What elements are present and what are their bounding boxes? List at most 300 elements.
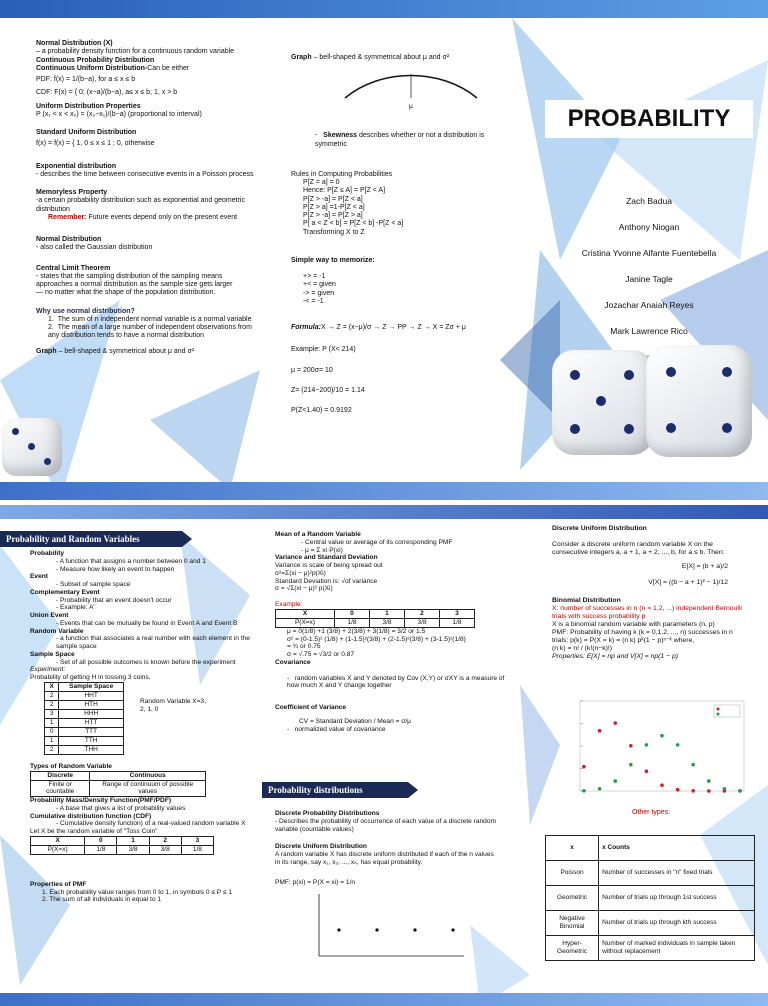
random-variable-note: Random Variable X=3, 2, 1, 0 [140,698,207,713]
uniform-pmf-plot [299,890,469,970]
table-cell: HTT [59,719,124,728]
table-cell: 0 [45,728,59,737]
table-cell: Number of successes in "n" fixed trials [599,861,755,886]
graph-label-col1: Graph [36,347,57,355]
clt-title: Central Limit Theorem [36,264,111,272]
normal-distribution2-desc: - also called the Gaussian distribution [36,244,153,252]
complementary-items [30,597,252,613]
list-item [291,281,511,289]
coin-toss-table [44,682,124,755]
table-cell: HHH [59,710,124,719]
covariance-item-text: random variables X and Y denoted by Cov (X,Y) or σXY is a measure of how much X and Y change together [287,674,505,690]
list-item [30,604,252,612]
table-cell: Number of trials up through 1st success [599,886,755,911]
memoryless-desc: -a certain probability distribution such as exponential and geometric distribution [36,197,245,213]
why-normal-item-2-text: The mean of a large number of independent observations from any distribution tends to have a normal distribution [48,324,252,340]
memorize-title: Simple way to memorize: [291,256,375,264]
chart-point [707,779,711,783]
why-normal-title: Why use normal distribution? [36,307,135,315]
why-normal-item-1: 1. The sum of n independent normal variable is a normal variable [48,315,252,323]
list-item-text: A function that assigns a number between 0 and 1 [59,557,206,565]
list-item [291,204,511,212]
discrete-uniform-desc: A random variable X has discrete uniform distributed if each of the n values in its range, say x₁, x₂, ..., xₙ, has equal probability. [275,851,494,866]
mu-sigma-line: μ = 200σ= 10 [291,366,333,374]
author-name: Anthony Niogan [618,222,680,232]
list-item [30,558,252,566]
table-cell: 2 [45,701,59,710]
front-column-1 [36,40,258,356]
sample-space-term: Sample Space [30,650,75,658]
table-row [546,861,755,886]
table-header-cell: 3 [439,609,474,618]
list-item [30,659,252,667]
table-row [45,728,124,737]
example-line: Example: P (X< 214) [291,346,356,354]
chart-point [629,763,633,767]
binomial-comb: (n k) = n! / (k!(n−k)!) [552,645,613,653]
continuous-distribution-title: Continuous Probability Distribution [36,56,155,64]
random-variable-items [30,635,252,651]
let-line: Let X be the random variable of "Toss Coin" [30,828,158,836]
table-cell: 1/8 [439,618,474,627]
table-cell: HHT [59,692,124,701]
dice-pip [28,443,35,450]
chart-point [660,783,664,787]
back-column-3 [552,525,748,661]
list-item [275,539,505,547]
table-row [45,719,124,728]
list-item [275,628,505,636]
author-name: Janine Tagle [625,274,673,284]
table-cell: 2 [45,746,59,755]
table-cell: HTH [59,701,124,710]
other-types-table [545,835,755,961]
table-cell: Number of trials up through kth success [599,911,755,936]
complementary-term: Complementary Event [30,588,100,596]
table-row [45,692,124,701]
memorize-list [291,273,511,306]
skewness-label: Skewness [323,132,358,140]
table-header-cell: x Counts [599,836,755,861]
table-row [546,911,755,936]
table-row [546,936,755,961]
table-row [276,618,475,627]
list-item [291,187,511,195]
table-cell: 3/8 [117,845,149,854]
list-item [291,298,511,306]
chart-point [645,743,649,747]
clt-desc: - states that the sampling distribution of the sampling means approaches a normal distribution as the sample size gets larger [36,272,233,288]
clt-desc2: — no matter what the shape of the population distribution. [36,289,216,297]
plot-point [337,929,340,932]
chart-point [738,789,742,793]
list-item-text: Probability that an event doesn't occur [60,596,172,604]
table-cell: 3/8 [149,845,181,854]
exponential-title: Exponential distribution [36,162,117,170]
du-expected: E[X] = (b + a)/2 [681,563,728,571]
dice-large-right [646,345,752,457]
list-bullet: - [56,604,61,612]
chart-point [582,765,586,769]
rules-list [291,179,511,237]
list-item-text: P[ a < Z < b] = P[Z < b] -P[Z < a] [303,220,404,228]
table-cell: 1 [45,719,59,728]
list-item-text: Hence: P[Z ≤ A] = P[Z < A] [303,187,386,195]
table-cell: Finite or countable [31,780,90,796]
continuous-uniform-label: Continuous Uniform Distribution- [36,64,148,72]
list-bullet: - [56,565,61,573]
chart-point [613,779,617,783]
list-bullet: - [56,596,61,604]
list-bullet: - [301,538,306,546]
pmf-line: PMF: p(xi) = P(X = xi) = 1/n [275,878,356,886]
toss-coin-pmf-table [30,836,214,855]
table-row [45,737,124,746]
pmf-properties-title: Properties of PMF [30,880,87,888]
uniform-properties-formula: P (x₁ < x < x₂) = (x₂−x₁)/(b−a) (proportional to interval) [36,110,202,118]
table-cell: 3/8 [404,618,439,627]
remember-note [36,214,258,222]
section-header-prob-distributions: Probability distributions [262,782,408,798]
table-cell: 1/8 [85,845,117,854]
union-term: Union Event [30,612,69,620]
list-item [291,196,511,204]
table-cell: Range of continuum of possible values [90,780,206,796]
binomial-x-text: X: number of successes in n (n = 1,2, ...) independent Bernoulli trials with success probability p [552,605,742,621]
example-pmf-table [275,609,475,628]
formula-text: X → Z = (x−μ)/σ → Z → PP → Z → X = Zσ + μ [320,324,466,331]
table-cell: Geometric [546,886,599,911]
author-name: Mark Lawrence Rico [610,326,688,336]
plot-point [375,929,378,932]
standard-uniform-formula: f(x) = f(x) = { 1, 0 ≤ x ≤ 1 ; 0, otherwise [36,140,155,148]
covariance-title: Covariance [275,658,311,666]
author-name: Zach Badua [626,196,672,206]
remember-text: Future events depend only on the present event [86,213,238,221]
list-item-text: Measure how likely an event to happen [60,565,175,573]
cv-title: Coefficient of Variance [275,704,347,712]
standard-uniform-title: Standard Uniform Distribution [36,129,137,136]
list-item [30,566,252,574]
list-item-text: μ = 0(1/8) +1 (3/8) + 2(3/8) + 3(1/8) = 3/2 or 1.5 [287,627,426,635]
skewness-text: describes whether or not a distribution is symmetric [315,132,485,148]
why-normal-item-2: 2. The mean of a large number of independent observations from any distribution tends to have a normal distribution [48,324,252,340]
table-cell: 3/8 [369,618,404,627]
table-cell: P(X=x) [31,845,85,854]
normal-distribution-title: Normal Distribution (X) [36,40,113,47]
continuous-uniform-tail: Can be either [147,64,190,72]
table-header-cell: Discrete [31,771,90,780]
chart-legend-marker [717,713,720,716]
coin-table-wrap [44,682,252,755]
dice-pip [624,370,634,380]
list-item-text: P[Z > a] =1-P[Z < a] [303,203,365,211]
list-item-text: Example: A' [60,604,95,612]
bell-curve-graph [341,68,481,112]
chart-point [691,789,695,793]
du-title: Discrete Uniform Distribution [552,525,647,532]
table-header-row [45,683,124,692]
cv-item-text: normalized value of covariance [294,725,386,733]
plot-point [451,929,454,932]
list-item [291,212,511,220]
chart-point [645,769,649,773]
normal-distribution-desc: – a probability density function for a continuous random variable [36,48,235,56]
types-random-variable-table [30,771,206,797]
list-item-text: +< = given [303,281,336,289]
list-item [275,547,505,555]
dice-pip [624,424,634,434]
list-item [275,636,505,644]
dice-pip [666,423,676,433]
list-item [30,635,252,651]
table-row [45,746,124,755]
list-bullet: - [56,804,60,812]
list-item [30,620,252,628]
table-header-cell: X [45,683,59,692]
table-header-cell: Sample Space [59,683,124,692]
chart-point [707,789,711,793]
list-item [291,290,511,298]
list-item [291,179,511,187]
bell-curve-mu: μ [409,103,413,111]
list-item [30,889,252,897]
chart-point [613,721,617,725]
list-item-text: σ² = (0-1.5)² (1/8) + (1-1.5)²(3/8) + (2-1.5)²(3/8) + (3-1.5)²(1/8) [287,635,466,643]
uniform-properties-title: Uniform Distribution Properties [36,102,141,110]
list-item [30,896,252,904]
covariance-item: - random variables X and Y denoted by Cov (X,Y) or σXY is a measure of how much X and Y change together [287,674,505,690]
graph-note-col1 [36,348,258,356]
graph-text-col1: – bell-shaped & symmetrical about μ and σ² [56,347,195,355]
graph-label-col2: Graph [291,54,312,61]
plot-point [413,929,416,932]
table-header-cell: 2 [404,609,439,618]
dice-pip [722,367,732,377]
cv-formula: CV = Standard Deviation / Mean = σ/μ [299,718,411,726]
event-term: Event [30,573,48,581]
chart-point [629,744,633,748]
dice-pip [570,424,580,434]
continuous-uniform-line [36,65,258,73]
discrete-uniform-title: Discrete Uniform Distribution [275,843,367,851]
list-item-text: The sum of all individuals in equal to 1 [49,896,162,904]
back-column-2 [275,531,505,734]
sample-space-items [30,659,252,667]
list-item [291,229,511,237]
table-header-cell: 0 [334,609,369,618]
table-header-cell: X [276,609,335,618]
list-item-text: μ = Σ xi·P(xi) [305,546,343,554]
chart-point [598,729,602,733]
list-item-text: A base that gives a list of probability values [59,804,186,812]
list-item [30,820,252,828]
table-row [31,845,214,854]
list-item [30,597,252,605]
table-header-cell: X [31,836,85,845]
list-item-text: a function that associates a real number with each element in the sample space [56,635,250,651]
rules-title: Rules in Computing Probabilities [291,170,393,178]
front-bottom-bar [0,482,768,500]
page-title: PROBABILITY [567,105,731,132]
graph-text-col2: – bell-shaped & symmetrical about μ and σ² [311,54,450,61]
table-cell: 2 [45,692,59,701]
union-items [30,620,252,628]
binomial-rv: X is a binomial random variable with parameters (n, p) [552,621,715,629]
chart-point [582,789,586,793]
table-cell: 3 [45,710,59,719]
dice-pip [44,458,51,465]
back-bottom-bar [0,993,768,1006]
front-column-2 [291,54,511,415]
list-item-text: P[Z > -a] = P[Z > a] [303,212,363,219]
table-header-cell: 3 [181,836,213,845]
author-name: Cristina Yvonne Alfante Fuentebella [581,248,717,258]
list-bullet: - [56,619,61,627]
list-item-text: Central value or average of its corresponding PMF [305,538,453,546]
table-header-row [31,836,214,845]
dice-pip [596,396,606,406]
table-row [546,886,755,911]
dice-pip [722,423,732,433]
du-variance: V[X] = ((b − a + 1)² − 1)/12 [648,579,728,587]
table-row [31,780,206,796]
variance-desc: Variance is scale of being spread out [275,562,383,570]
chart-point [676,743,680,747]
chart-point [660,734,664,738]
list-bullet: - [56,635,61,643]
table-header-cell: x [546,836,599,861]
chart-point [723,787,727,791]
back-column-2-lower [275,810,500,970]
remember-label: Remember: [48,213,87,221]
dice-pip [12,428,19,435]
list-item-text: P[Z = a] = 0 [303,179,340,186]
cdf-formula: CDF: F(x) = { 0; (x−a)/(b−a), a≤ x ≤ b; 1, x > b [36,89,178,97]
event-items [30,581,252,589]
experiment-text: Probability of getting H in tossing 3 coins. [30,674,151,682]
list-item-text: -< = -1 [303,297,324,305]
list-item [291,273,511,281]
binomial-title: Binomial Distribution [552,597,621,605]
table-header-cell: 1 [369,609,404,618]
list-item-text: Cumulative density function) of a real-valued random variable X [60,820,246,828]
list-item [30,581,252,589]
dice-large-left [552,350,654,455]
author-name: Jozachar Anaiah Reyes [604,300,694,310]
list-item [30,805,252,813]
variance-formula: σ²=Σ(xi − μ)²p(Xi) [275,569,326,577]
skewness-note: - Skewness describes whether or not a distribution is symmetric [315,132,485,148]
table-cell: TTT [59,728,124,737]
section-header-prob-random-vars: Probability and Random Variables [0,531,182,547]
list-item-text: = ¾ or 0.75 [287,643,321,651]
list-bullet: - [56,658,61,666]
other-types-label: Other types: [632,809,671,816]
probability-term: Probability [30,550,65,557]
list-bullet: - [56,581,61,589]
table-header-cell: Continuous [90,771,206,780]
table-header-cell: 1 [117,836,149,845]
random-variable-term: Random Variable [30,627,84,635]
table-cell: THH [59,746,124,755]
chart-point [598,787,602,791]
formula-label: Formula: [291,324,321,331]
list-item-text: Events that can be mutually be found in Event A and Event B [60,619,238,627]
list-item-text: Subset of sample space [60,581,131,589]
list-item-text: +> = -1 [303,273,326,280]
graph-note-col2 [291,54,511,62]
table-row [45,701,124,710]
pmf-items [30,805,252,813]
pmf-properties-list [30,889,252,905]
table-cell: Negative Binomial [546,911,599,936]
probability-items [30,558,252,574]
normal-distribution2-title: Normal Distribution [36,236,102,243]
binomial-pmf: PMF: Probability of having k (k = 0,1,2, ..., n) successes in n trials: p(k) = P(X = k) = (n k) pᵏ(1 − p)ⁿ⁻ᵏ where, [552,629,733,645]
list-bullet: - [56,820,61,828]
table-cell: 1/8 [181,845,213,854]
z-line: Z= (214−200)/10 = 1.14 [291,386,365,394]
mean-items [275,539,505,555]
discrete-prob-desc: - Describes the probability of occurrence of each value of a discrete random variable (countable values) [275,817,497,833]
list-bullet: - [301,546,306,554]
experiment-label: Experiment: [30,666,66,674]
list-item-text: Transforming X to Z [303,228,365,236]
why-normal-item-1-text: The sum of n independent normal variable is a normal variable [57,315,252,323]
list-item-text: P[Z > -a] = P[Z < a] [303,195,363,203]
cv-item: - normalized value of covariance [287,725,386,733]
cdf-items [30,820,252,828]
variance-title: Variance and Standard Deviation [275,554,378,562]
sd-line: Standard Deviation is: √of variance [275,577,378,585]
dice-pip [666,367,676,377]
chart-legend-marker [717,708,720,711]
p-line: P(Z<1.40) = 0.9192 [291,407,352,414]
memoryless-title: Memoryless Property [36,189,108,196]
example-computation [275,628,505,659]
list-bullet: - [56,557,60,565]
back-column-1 [30,550,252,904]
table-cell: Poisson [546,861,599,886]
table-cell: 1 [45,737,59,746]
types-random-variable-title: Types of Random Variable [30,763,112,771]
binomial-x [552,605,748,621]
back-page [0,505,768,1006]
table-cell: Hyper-Geometric [546,936,599,961]
list-item [275,651,505,659]
list-item [291,220,511,228]
table-row [45,710,124,719]
discrete-prob-title: Discrete Probability Distributions [275,810,380,817]
exponential-desc: - describes the time between consecutive events in a Poisson process [36,170,254,178]
sd-formula: σ = √Σ(xi − μ)² p(Xi) [275,585,333,593]
table-header-row [31,771,206,780]
pmf-title: Probability Mass/Density Function(PMF/PDF) [30,797,172,805]
table-cell: P(X=x) [276,618,335,627]
title-banner [545,100,753,138]
table-cell: 1/8 [334,618,369,627]
dice-small-left [2,418,62,476]
table-header-row [276,609,475,618]
table-cell: Number of marked individuals in sample taken without replacement [599,936,755,961]
list-item-text: -> = given [303,289,335,297]
list-item-text: Set of all possible outcomes is known before the experiment [60,658,236,666]
binomial-chart [562,695,752,803]
list-item-text: Each probability value ranges from 0 to 1, in symbols 0 ≤ P ≤ 1 [49,888,233,896]
formula-line [291,324,511,332]
binomial-props: Properties: E[X] = np and V[X] = np(1 − p) [552,653,679,661]
